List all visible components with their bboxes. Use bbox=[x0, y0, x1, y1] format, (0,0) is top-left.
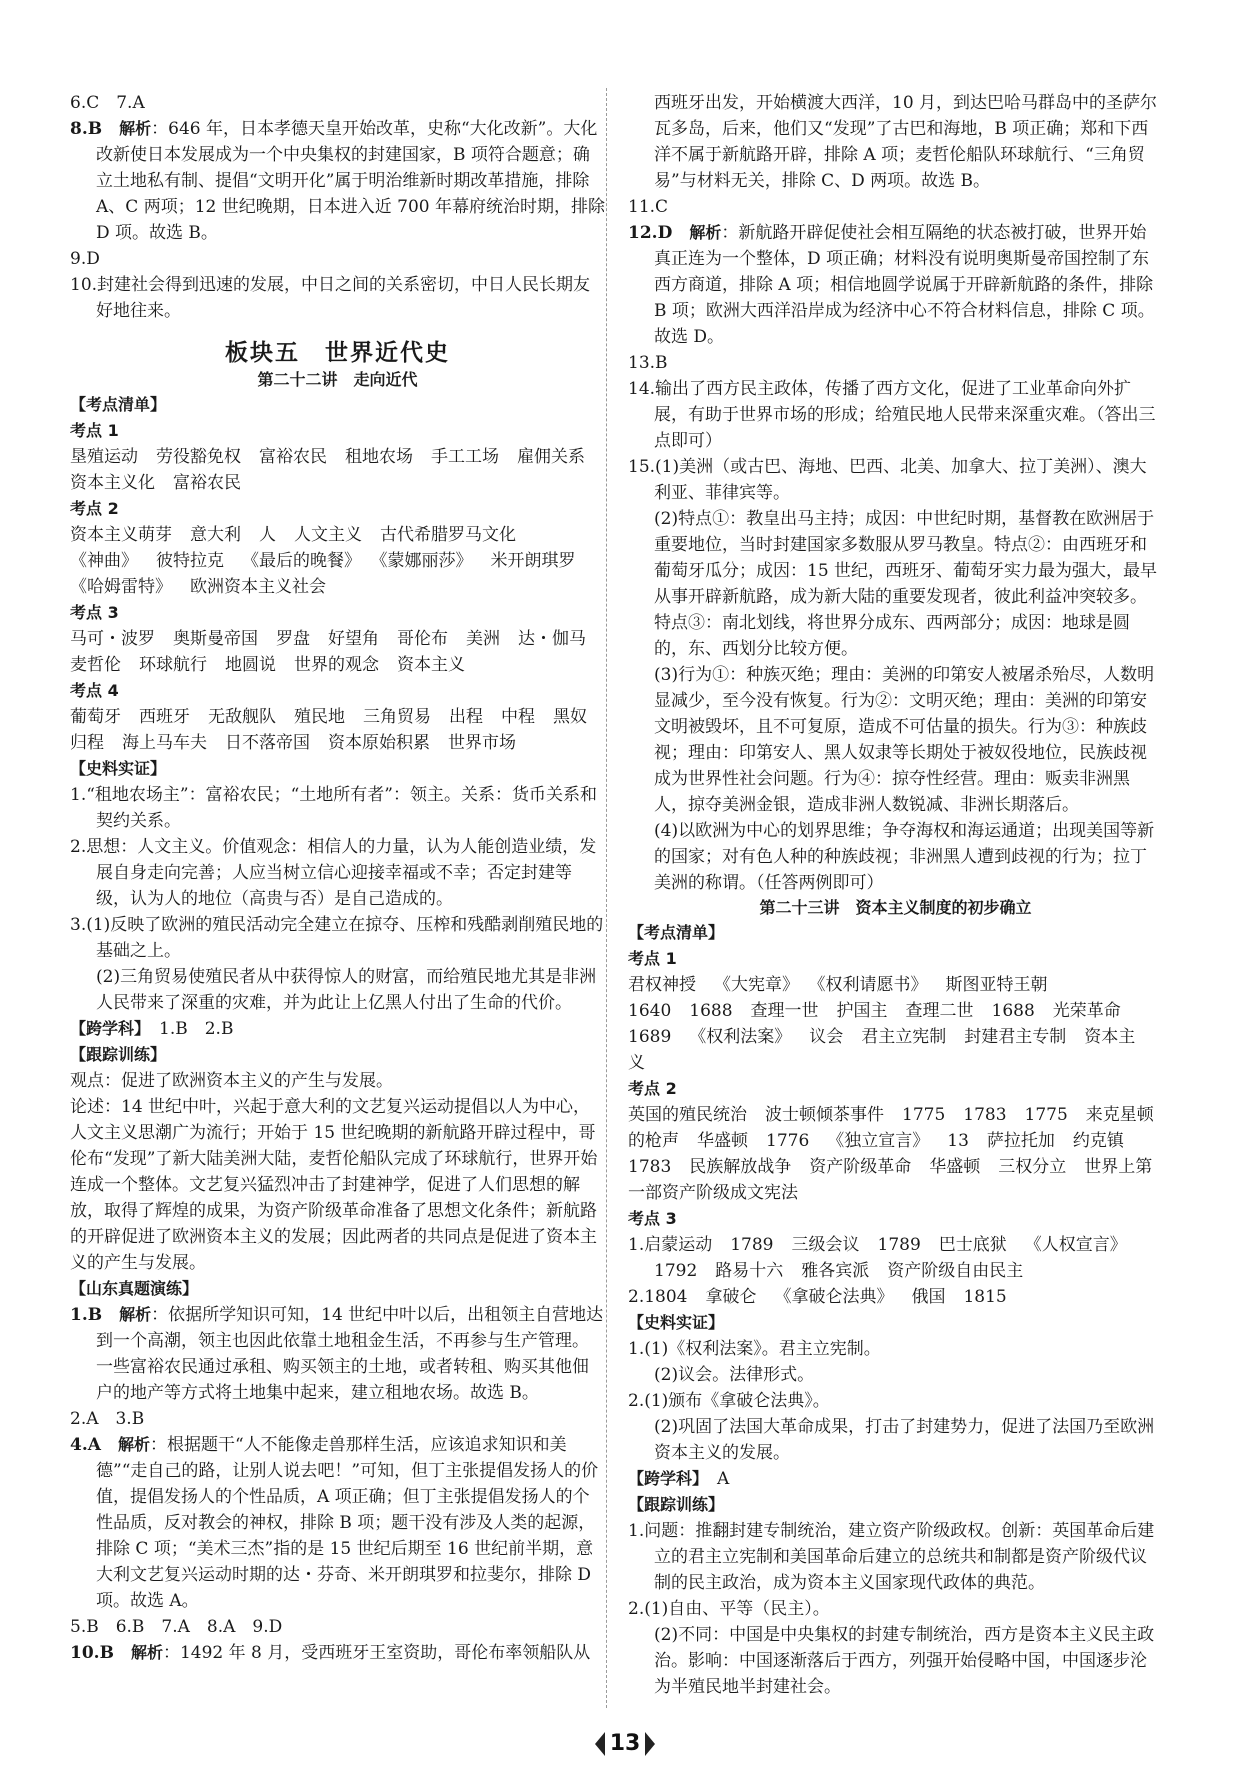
term-item: 俄国 bbox=[911, 1287, 946, 1307]
term-item: 1775 bbox=[1024, 1105, 1068, 1125]
term-item: 1789 bbox=[877, 1235, 921, 1255]
term-item: 资本原始积累 bbox=[328, 733, 430, 753]
term-item: 日不落帝国 bbox=[225, 733, 310, 753]
evidence-2-1: 2.(1)颁布《拿破仑法典》。 bbox=[628, 1391, 830, 1411]
answer-10-continued: 西班牙出发，开始横渡大西洋，10 月，到达巴哈马群岛中的圣萨尔瓦多岛，后来，他们又“发现”了古巴和海地，B 项正确；郑和下西洋不属于新航路开辟，排除 A 项；麦哲伦船队环球航行、“三角贸易”与材料无关，排除 C、D 两项。故选 B。 bbox=[654, 93, 1158, 191]
term-item: 约克镇 bbox=[1072, 1131, 1124, 1151]
term-item: 哥伦布 bbox=[397, 629, 448, 649]
tag-exam-points: 【考点清单】 bbox=[628, 923, 725, 942]
answer-12 bbox=[628, 220, 1163, 350]
term-item: 资产阶级自由民主 bbox=[887, 1261, 1024, 1281]
term-item: 光荣革命 bbox=[1052, 1001, 1121, 1021]
answer-15-2: (2)特点①：教皇出马主持；成因：中世纪时期，基督教在欧洲居于重要地位，当时封建国家多数服从罗马教皇。特点②：由西班牙和葡萄牙瓜分；成因：15 世纪，西班牙、葡萄牙实力最为强大，最早从事开辟新航路，成为新大陆的重要发现者，彼此利益冲突较多。特点③：南北划线，将世界分成东、西两部分；成因：地球是圆的，东、西划分比较方便。 bbox=[654, 509, 1158, 659]
cross-discipline-answer: A bbox=[717, 1469, 730, 1489]
term-item: 护国主 bbox=[836, 1001, 888, 1021]
term-item: 意大利 bbox=[190, 525, 241, 545]
exam-point-1: 考点 1 bbox=[628, 949, 677, 968]
right-column bbox=[628, 90, 1163, 1700]
term-item: 世界上第一部资产阶级成文宪法 bbox=[628, 1157, 1153, 1203]
term-item: 君主立宪制 bbox=[861, 1027, 947, 1047]
term-item: 《哈姆雷特》 bbox=[70, 577, 172, 597]
term-item: 1783 bbox=[628, 1157, 672, 1177]
tag-follow-up-training: 【跟踪训练】 bbox=[628, 1495, 725, 1514]
answer-number: 4.A bbox=[70, 1435, 101, 1455]
answer-6-7: 6.C 7.A bbox=[70, 93, 145, 113]
term-item: 资产阶级革命 bbox=[809, 1157, 912, 1177]
exam-answer-4 bbox=[70, 1432, 605, 1614]
tag-follow-up-training: 【跟踪训练】 bbox=[70, 1045, 167, 1064]
exam-point-2-terms bbox=[70, 522, 605, 600]
term-item: 《大宪章》 bbox=[714, 975, 799, 995]
cross-discipline bbox=[628, 1466, 1163, 1492]
evidence-2: 2.思想：人文主义。价值观念：相信人的力量，认为人能创造业绩，发展自身走向完善；人应当树立信心迎接幸福或不幸；否定封建等级，认为人的地位（高贵与否）是自己造成的。 bbox=[70, 837, 597, 909]
lecture-23-title: 第二十三讲 资本主义制度的初步确立 bbox=[759, 898, 1032, 917]
term-item: 1.启蒙运动 bbox=[628, 1235, 713, 1255]
term-item: 《拿破仑法典》 bbox=[774, 1287, 894, 1307]
column-divider bbox=[606, 88, 608, 1708]
term-item: 欧洲资本主义社会 bbox=[190, 577, 326, 597]
term-item: 雇佣关系 bbox=[517, 447, 585, 467]
analysis-label: 解析 bbox=[119, 119, 152, 138]
answer-13: 13.B bbox=[628, 353, 668, 373]
term-item: 富裕农民 bbox=[173, 473, 241, 493]
analysis-label: 解析 bbox=[119, 1305, 152, 1324]
term-item: 拿破仑 bbox=[705, 1287, 757, 1307]
tag-exam-points: 【考点清单】 bbox=[70, 395, 167, 414]
tag-historical-evidence: 【史料实证】 bbox=[628, 1313, 725, 1332]
exam-point-3: 考点 3 bbox=[628, 1209, 677, 1228]
term-item: 租地农场 bbox=[345, 447, 413, 467]
lecture-22-title: 第二十二讲 走向近代 bbox=[257, 370, 418, 389]
evidence-1-2: (2)议会。法律形式。 bbox=[654, 1365, 815, 1385]
exam-point-4: 考点 4 bbox=[70, 681, 119, 700]
training-argument: 论述：14 世纪中叶，兴起于意大利的文艺复兴运动提倡以人为中心，人文主义思潮广为流行；开始于 15 世纪晚期的新航路开辟过程中，哥伦布“发现”了新大陆美洲大陆，麦哲伦船队完成了环球航行，世界开始连成一个整体。文艺复兴猛烈冲击了封建神学，促进了人们思想的解放，取得了辉煌的成果，为资产阶级革命准备了思想文化条件；新航路的开辟促进了欧洲资本主义的发展；因此两者的共同点是促进了资本主义的产生与发展。 bbox=[70, 1097, 598, 1273]
term-item: 世界市场 bbox=[448, 733, 516, 753]
answer-15-3: (3)行为①：种族灭绝；理由：美洲的印第安人被屠杀殆尽，人数明显减少，至今没有恢复。行为②：文明灭绝；理由：美洲的印第安文明被毁坏，且不可复原，造成不可估量的损失。行为③：种族歧视；理由：印第安人、黑人奴隶等长期处于被奴役地位，民族歧视成为世界性社会问题。行为④：掠夺性经营。理由：贩卖非洲黑人，掠夺美洲金银，造成非洲人数锐减、非洲长期落后。 bbox=[654, 665, 1155, 815]
term-item: 《权利法案》 bbox=[689, 1027, 792, 1047]
evidence-2-2: (2)巩固了法国大革命成果，打击了封建势力，促进了法国乃至欧洲资本主义的发展。 bbox=[654, 1417, 1155, 1463]
tag-cross-discipline: 【跨学科】 bbox=[70, 1019, 143, 1038]
answer-8 bbox=[70, 116, 605, 246]
term-item: 《最后的晚餐》 bbox=[242, 551, 361, 571]
exam-point-3-line-2 bbox=[628, 1258, 1163, 1284]
term-item: 富裕农民 bbox=[259, 447, 327, 467]
term-item: 好望角 bbox=[328, 629, 379, 649]
analysis-text: ：1492 年 8 月，受西班牙王室资助，哥伦布率领船队从 bbox=[162, 1643, 591, 1663]
term-item: 议会 bbox=[809, 1027, 844, 1047]
analysis-text: ：646 年，日本孝德天皇开始改革，史称“大化改新”。大化改新使日本发展成为一个中央集权的封建国家，B 项符合题意；确立土地私有制、提倡“文明开化”属于明治维新时期改革措施，排除 A、C 两项；12 世纪晚期，日本进入近 700 年幕府统治时期，排除 D 项。故选 B。 bbox=[96, 119, 605, 243]
term-item: 三权分立 bbox=[998, 1157, 1067, 1177]
term-item: 雅各宾派 bbox=[801, 1261, 870, 1281]
term-item: 1689 bbox=[628, 1027, 672, 1047]
term-item: 华盛顿 bbox=[929, 1157, 981, 1177]
evidence-1: 1.“租地农场主”：富裕农民；“土地所有者”：领主。关系：货币关系和契约关系。 bbox=[70, 785, 597, 831]
exam-point-3-line-3 bbox=[628, 1284, 1163, 1310]
tag-historical-evidence: 【史料实证】 bbox=[70, 759, 167, 778]
term-item: 1783 bbox=[963, 1105, 1007, 1125]
exam-point-2: 考点 2 bbox=[628, 1079, 677, 1098]
left-column bbox=[70, 90, 605, 1666]
term-item: 中程 bbox=[501, 707, 535, 727]
term-item: 资本主义萌芽 bbox=[70, 525, 172, 545]
exam-point-3-line-1 bbox=[628, 1232, 1163, 1258]
term-item: 无敌舰队 bbox=[208, 707, 276, 727]
term-item: 垦殖运动 bbox=[70, 447, 138, 467]
term-item: 斯图亚特王朝 bbox=[945, 975, 1048, 995]
term-item: 1640 bbox=[628, 1001, 672, 1021]
term-item: 13 bbox=[947, 1131, 969, 1151]
exam-point-1-terms bbox=[628, 972, 1163, 1076]
term-item: 来克星顿的枪声 bbox=[628, 1105, 1154, 1151]
evidence-1-1: 1.(1)《权利法案》。君主立宪制。 bbox=[628, 1339, 881, 1359]
term-item: 世界的观念 bbox=[294, 655, 379, 675]
evidence-3-1: 3.(1)反映了欧洲的殖民活动完全建立在掠夺、压榨和残酷剥削殖民地的基础之上。 bbox=[70, 915, 604, 961]
answer-number: 10.B bbox=[70, 1643, 114, 1663]
term-item: 古代希腊罗马文化 bbox=[380, 525, 516, 545]
answer-14: 14.输出了西方民主政体，传播了西方文化，促进了工业革命向外扩展，有助于世界市场的形成；给殖民地人民带来深重灾难。（答出三点即可） bbox=[628, 379, 1156, 451]
section-title: 板块五 世界近代史 bbox=[225, 340, 450, 366]
cross-discipline bbox=[70, 1016, 605, 1042]
term-item: 米开朗琪罗 bbox=[490, 551, 576, 571]
term-item: 资本主义 bbox=[628, 1027, 1136, 1073]
training-viewpoint: 观点：促进了欧洲资本主义的产生与发展。 bbox=[70, 1071, 393, 1091]
term-item: 三级会议 bbox=[791, 1235, 860, 1255]
term-item: 地圆说 bbox=[225, 655, 276, 675]
answer-15-1: 15.(1)美洲（或古巴、海地、巴西、北美、加拿大、拉丁美洲）、澳大利亚、菲律宾等。 bbox=[628, 457, 1147, 503]
exam-point-1-terms bbox=[70, 444, 605, 496]
term-item: 达・伽马 bbox=[518, 629, 586, 649]
term-item: 海上马车夫 bbox=[122, 733, 207, 753]
term-item: 出程 bbox=[449, 707, 483, 727]
term-item: 民族解放战争 bbox=[689, 1157, 792, 1177]
cross-discipline-answers: 1.B 2.B bbox=[159, 1019, 234, 1039]
term-item: 人 bbox=[259, 525, 276, 545]
training-2-2: (2)不同：中国是中央集权的封建专制统治，西方是资本主义民主政治。影响：中国逐渐落后于西方，列强开始侵略中国，中国逐步沦为半殖民地半封建社会。 bbox=[654, 1625, 1155, 1697]
exam-point-3: 考点 3 bbox=[70, 603, 119, 622]
training-1: 1.问题：推翻封建专制统治，建立资产阶级政权。创新：英国革命后建立的君主立宪制和美国革命后建立的总统共和制都是资产阶级代议制的民主政治，成为资本主义国家现代政体的典范。 bbox=[628, 1521, 1155, 1593]
term-item: 1815 bbox=[963, 1287, 1007, 1307]
answer-number: 8.B bbox=[70, 119, 103, 139]
term-item: 黑奴 bbox=[553, 707, 587, 727]
term-item: 华盛顿 bbox=[697, 1131, 748, 1151]
answer-15-4: (4)以欧洲为中心的划界思维；争夺海权和海运通道；出现美国等新的国家；对有色人种的种族歧视；非洲黑人遭到歧视的行为；拉丁美洲的称谓。（任答两例即可） bbox=[654, 821, 1155, 893]
term-item: 马可・波罗 bbox=[70, 629, 155, 649]
term-item: 波士顿倾茶事件 bbox=[765, 1105, 884, 1125]
tag-shandong-exam: 【山东真题演练】 bbox=[70, 1279, 199, 1298]
exam-point-3-terms bbox=[70, 626, 605, 678]
exam-point-2: 考点 2 bbox=[70, 499, 119, 518]
term-item: 1792 bbox=[654, 1261, 698, 1281]
term-item: 人文主义 bbox=[294, 525, 362, 545]
tag-cross-discipline: 【跨学科】 bbox=[628, 1469, 701, 1488]
analysis-label: 解析 bbox=[689, 223, 722, 242]
analysis-text: ：依据所学知识可知，14 世纪中叶以后，出租领主自营地达到一个高潮，领主也因此依靠土地租金生活，不再参与生产管理。一些富裕农民通过承租、购买领主的土地，或者转租、购买其他佃户的地产等方式将土地集中起来，建立租地农场。故选 B。 bbox=[96, 1305, 604, 1403]
analysis-label: 解析 bbox=[130, 1643, 163, 1662]
term-item: 1688 bbox=[991, 1001, 1035, 1021]
term-item: 路易十六 bbox=[715, 1261, 784, 1281]
analysis-text: ：新航路开辟促使社会相互隔绝的状态被打破，世界开始真正连为一个整体，D 项正确；材料没有说明奥斯曼帝国控制了东西方商道，排除 A 项；相信地圆学说属于开辟新航路的条件，排除 B 项；欧洲大西洋沿岸成为经济中心不符合材料信息，排除 C 项。故选 D。 bbox=[654, 223, 1155, 347]
term-item: 劳役豁免权 bbox=[156, 447, 241, 467]
exam-point-2-terms bbox=[628, 1102, 1163, 1206]
exam-answer-10 bbox=[70, 1640, 605, 1666]
term-item: 归程 bbox=[70, 733, 104, 753]
term-item: 麦哲伦 bbox=[70, 655, 121, 675]
term-item: 君权神授 bbox=[628, 975, 696, 995]
term-item: 资本主义化 bbox=[70, 473, 155, 493]
analysis-text: ：根据题干“人不能像走兽那样生活，应该追求知识和美德”“走自己的路，让别人说去吧！”可知，但丁主张提倡发扬人的价值，提倡发扬人的个性品质，A 项正确；但丁主张提倡发扬人的个性品质，反对教会的神权，排除 B 项；题干没有涉及人类的起源，排除 C 项；“美术三杰”指的是 15 世纪后期至 16 世纪前半期，意大利文艺复兴运动时期的达・芬奇、米开朗琪罗和拉斐尔，排除 D 项。故选 A。 bbox=[96, 1435, 599, 1611]
term-item: 罗盘 bbox=[276, 629, 310, 649]
term-item: 资本主义 bbox=[397, 655, 465, 675]
term-item: 萨拉托加 bbox=[986, 1131, 1055, 1151]
term-item: 《权利请愿书》 bbox=[817, 975, 928, 995]
term-item: 1789 bbox=[730, 1235, 774, 1255]
exam-answer-1 bbox=[70, 1302, 605, 1406]
term-item: 英国的殖民统治 bbox=[628, 1105, 747, 1125]
term-item: 《人权宣言》 bbox=[1024, 1235, 1127, 1255]
term-item: 西班牙 bbox=[139, 707, 190, 727]
term-item: 2.1804 bbox=[628, 1287, 688, 1307]
answer-number: 1.B bbox=[70, 1305, 103, 1325]
term-item: 殖民地 bbox=[294, 707, 345, 727]
training-2-1: 2.(1)自由、平等（民主）。 bbox=[628, 1599, 830, 1619]
term-item: 巴士底狱 bbox=[938, 1235, 1007, 1255]
term-item: 《蒙娜丽莎》 bbox=[379, 551, 473, 571]
exam-point-1: 考点 1 bbox=[70, 421, 119, 440]
term-item: 1776 bbox=[766, 1131, 810, 1151]
term-item: 封建君主专制 bbox=[964, 1027, 1067, 1047]
term-item: 1688 bbox=[689, 1001, 733, 1021]
answer-number: 12.D bbox=[628, 223, 673, 243]
term-item: 查理一世 bbox=[750, 1001, 819, 1021]
answer-9: 9.D bbox=[70, 249, 100, 269]
exam-answers-5-9: 5.B 6.B 7.A 8.A 9.D bbox=[70, 1617, 283, 1637]
term-item: 葡萄牙 bbox=[70, 707, 121, 727]
analysis-label: 解析 bbox=[117, 1435, 150, 1454]
term-item: 1775 bbox=[902, 1105, 946, 1125]
term-item: 彼特拉克 bbox=[156, 551, 224, 571]
answer-10: 10.封建社会得到迅速的发展，中日之间的关系密切，中日人民长期友好地往来。 bbox=[70, 275, 591, 321]
term-item: 奥斯曼帝国 bbox=[173, 629, 258, 649]
term-item: 环球航行 bbox=[139, 655, 207, 675]
term-item: 《独立宣言》 bbox=[827, 1131, 930, 1151]
evidence-3-2: (2)三角贸易使殖民者从中获得惊人的财富，而给殖民地尤其是非洲人民带来了深重的灾难，并为此让上亿黑人付出了生命的代价。 bbox=[96, 967, 597, 1013]
term-item: 查理二世 bbox=[905, 1001, 974, 1021]
exam-answers-2-3: 2.A 3.B bbox=[70, 1409, 145, 1429]
term-item: 美洲 bbox=[466, 629, 500, 649]
answer-11: 11.C bbox=[628, 197, 669, 217]
term-item: 《神曲》 bbox=[70, 551, 138, 571]
exam-point-4-terms bbox=[70, 704, 605, 756]
page-number: 13 bbox=[605, 1728, 645, 1760]
term-item: 手工工场 bbox=[431, 447, 499, 467]
term-item: 三角贸易 bbox=[363, 707, 431, 727]
